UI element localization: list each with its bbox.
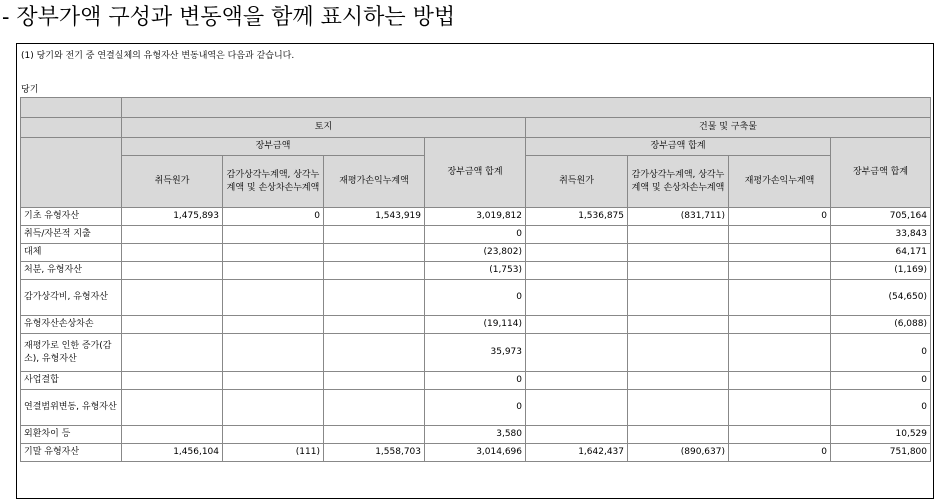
header-reval-buildings: 재평가손익누계액 <box>729 156 831 208</box>
table-cell: 64,171 <box>831 244 931 262</box>
table-cell <box>122 262 223 280</box>
table-row <box>21 244 931 262</box>
table-header-row <box>21 138 931 156</box>
table-cell: (111) <box>223 444 324 462</box>
table-cell <box>526 262 628 280</box>
table-cell <box>324 262 425 280</box>
ppe-note-box <box>16 43 934 499</box>
table-cell <box>729 334 831 372</box>
table-cell: (1,753) <box>425 262 526 280</box>
table-cell <box>122 316 223 334</box>
table-cell: 35,973 <box>425 334 526 372</box>
row-label: 재평가로 인한 증가(감소), 유형자산 <box>21 334 122 372</box>
table-cell <box>223 372 324 390</box>
table-row <box>21 280 931 316</box>
table-cell <box>729 244 831 262</box>
header-dep-buildings: 감가상각누계액, 상각누계액 및 손상차손누계액 <box>628 156 729 208</box>
table-cell <box>628 226 729 244</box>
header-dep-land: 감가상각누계액, 상각누계액 및 손상차손누계액 <box>223 156 324 208</box>
row-label: 연결범위변동, 유형자산 <box>21 390 122 426</box>
table-cell <box>628 372 729 390</box>
header-cell <box>21 118 122 138</box>
table-cell: 751,800 <box>831 444 931 462</box>
row-label: 취득/자본적 지출 <box>21 226 122 244</box>
table-cell <box>729 426 831 444</box>
header-group-land: 토지 <box>122 118 526 138</box>
table-cell: (890,637) <box>628 444 729 462</box>
table-cell <box>526 426 628 444</box>
table-cell <box>122 334 223 372</box>
table-cell: 1,536,875 <box>526 208 628 226</box>
table-row <box>21 316 931 334</box>
table-cell <box>526 390 628 426</box>
table-cell: 0 <box>425 226 526 244</box>
table-cell <box>526 280 628 316</box>
table-row <box>21 262 931 280</box>
table-cell: 1,456,104 <box>122 444 223 462</box>
table-cell <box>628 244 729 262</box>
header-total-land: 장부금액 합계 <box>425 138 526 208</box>
table-cell <box>324 226 425 244</box>
row-label: 처분, 유형자산 <box>21 262 122 280</box>
table-cell <box>526 316 628 334</box>
header-group-buildings: 건물 및 구축물 <box>526 118 931 138</box>
table-cell: (1,169) <box>831 262 931 280</box>
table-row <box>21 226 931 244</box>
row-label: 대체 <box>21 244 122 262</box>
table-header-row <box>21 98 931 118</box>
table-cell <box>223 426 324 444</box>
row-label: 사업결합 <box>21 372 122 390</box>
table-cell: 705,164 <box>831 208 931 226</box>
table-cell <box>122 244 223 262</box>
table-cell <box>324 316 425 334</box>
table-row <box>21 372 931 390</box>
header-total-buildings: 장부금액 합계 <box>831 138 931 208</box>
header-carrying-buildings: 장부금액 합계 <box>526 138 831 156</box>
table-cell: (54,650) <box>831 280 931 316</box>
table-cell <box>324 334 425 372</box>
table-cell: 33,843 <box>831 226 931 244</box>
table-cell <box>628 334 729 372</box>
table-cell <box>526 372 628 390</box>
row-label: 기말 유형자산 <box>21 444 122 462</box>
table-cell: 3,014,696 <box>425 444 526 462</box>
table-row <box>21 444 931 462</box>
table-cell: 0 <box>729 208 831 226</box>
table-cell <box>223 280 324 316</box>
table-cell: 0 <box>729 444 831 462</box>
table-cell <box>122 390 223 426</box>
table-row <box>21 426 931 444</box>
row-label: 기초 유형자산 <box>21 208 122 226</box>
table-cell <box>628 316 729 334</box>
table-cell <box>122 280 223 316</box>
table-cell <box>223 244 324 262</box>
table-cell <box>324 280 425 316</box>
table-cell: 1,558,703 <box>324 444 425 462</box>
table-cell <box>628 426 729 444</box>
table-cell <box>223 390 324 426</box>
row-label: 외환차이 등 <box>21 426 122 444</box>
row-label: 감가상각비, 유형자산 <box>21 280 122 316</box>
header-carrying-land: 장부금액 <box>122 138 425 156</box>
table-cell <box>628 262 729 280</box>
table-cell <box>324 244 425 262</box>
table-cell <box>324 372 425 390</box>
header-acq-land: 취득원가 <box>122 156 223 208</box>
table-cell: (831,711) <box>628 208 729 226</box>
table-cell <box>122 426 223 444</box>
header-cell <box>122 98 931 118</box>
table-row <box>21 208 931 226</box>
table-cell <box>526 244 628 262</box>
header-reval-land: 재평가손익누계액 <box>324 156 425 208</box>
table-cell: 3,580 <box>425 426 526 444</box>
table-cell: 1,475,893 <box>122 208 223 226</box>
table-cell: 0 <box>831 372 931 390</box>
table-cell <box>729 372 831 390</box>
table-cell: 0 <box>425 280 526 316</box>
note-text: (1) 당기와 전기 중 연결실체의 유형자산 변동내역은 다음과 같습니다. <box>21 51 295 61</box>
table-row <box>21 390 931 426</box>
header-cell <box>21 138 122 208</box>
table-header-row <box>21 118 931 138</box>
table-cell <box>223 334 324 372</box>
table-cell <box>729 262 831 280</box>
table-cell: 0 <box>425 390 526 426</box>
ppe-movement-table <box>20 97 931 462</box>
section-heading: - 장부가액 구성과 변동액을 함께 표시하는 방법 <box>2 5 456 30</box>
table-cell: 0 <box>831 390 931 426</box>
table-cell <box>526 334 628 372</box>
header-acq-buildings: 취득원가 <box>526 156 628 208</box>
table-cell <box>628 280 729 316</box>
table-cell <box>729 226 831 244</box>
table-cell <box>122 226 223 244</box>
table-cell <box>526 226 628 244</box>
table-cell <box>223 316 324 334</box>
table-cell: 1,543,919 <box>324 208 425 226</box>
table-cell <box>223 262 324 280</box>
table-row <box>21 334 931 372</box>
table-cell <box>628 390 729 426</box>
table-cell <box>729 316 831 334</box>
period-label: 당기 <box>21 85 39 95</box>
table-cell: 3,019,812 <box>425 208 526 226</box>
table-cell: 0 <box>831 334 931 372</box>
table-cell <box>324 390 425 426</box>
table-cell: (19,114) <box>425 316 526 334</box>
table-cell: 10,529 <box>831 426 931 444</box>
table-cell: 1,642,437 <box>526 444 628 462</box>
table-cell <box>729 280 831 316</box>
table-cell <box>324 426 425 444</box>
table-cell <box>729 390 831 426</box>
table-cell: (6,088) <box>831 316 931 334</box>
table-cell <box>223 226 324 244</box>
table-cell: (23,802) <box>425 244 526 262</box>
table-cell <box>122 372 223 390</box>
header-cell <box>21 98 122 118</box>
table-cell: 0 <box>223 208 324 226</box>
row-label: 유형자산손상차손 <box>21 316 122 334</box>
table-cell: 0 <box>425 372 526 390</box>
